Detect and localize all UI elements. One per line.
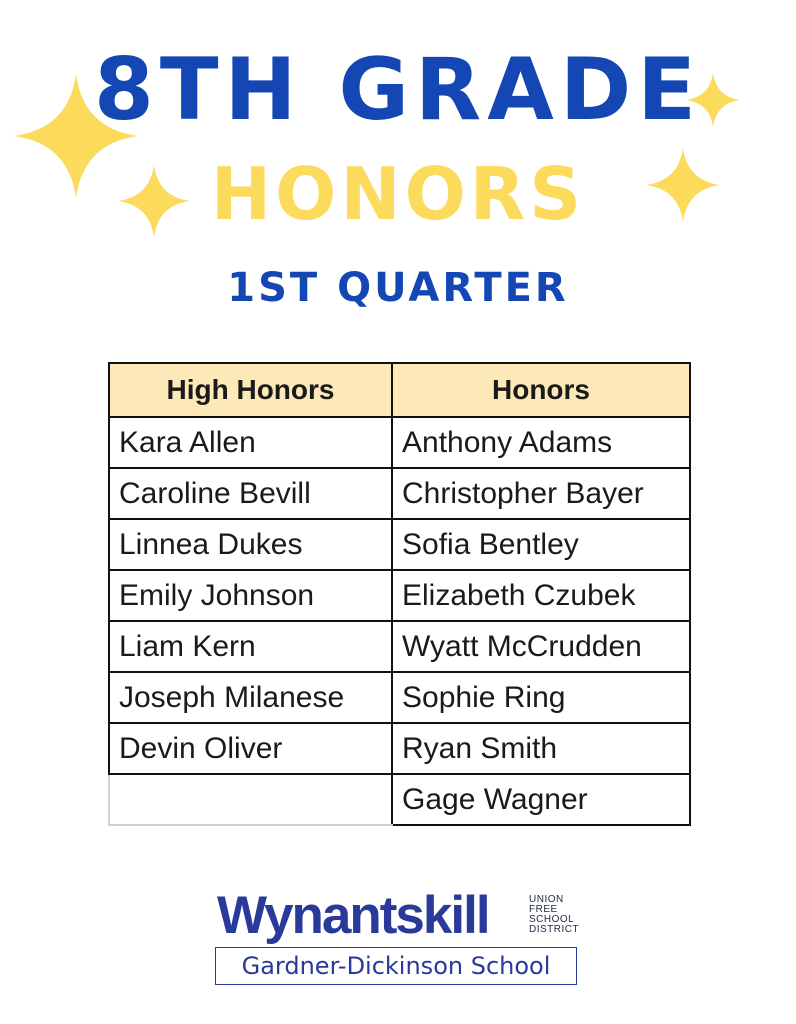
table-row — [109, 672, 690, 723]
logo-district-name: Wynantskill — [217, 886, 489, 945]
high-honors-cell: Liam Kern — [109, 621, 392, 672]
title-honors: HONORS — [210, 152, 586, 236]
title-quarter: 1ST QUARTER — [227, 265, 569, 311]
title-grade: 8TH GRADE — [94, 40, 702, 140]
honors-cell: Elizabeth Czubek — [392, 570, 690, 621]
high-honors-cell: Devin Oliver — [109, 723, 392, 774]
logo-district-line: SCHOOL — [529, 914, 575, 925]
column-header-honors: Honors — [392, 363, 690, 417]
district-logo — [215, 886, 585, 990]
honors-cell: Sophie Ring — [392, 672, 690, 723]
honors-cell: Wyatt McCrudden — [392, 621, 690, 672]
table-row — [109, 621, 690, 672]
honors-cell: Gage Wagner — [392, 774, 690, 825]
table-row — [109, 774, 690, 825]
table-row — [109, 570, 690, 621]
honor-roll-table — [108, 362, 691, 826]
honors-cell: Christopher Bayer — [392, 468, 690, 519]
high-honors-cell — [109, 774, 392, 825]
column-header-high-honors: High Honors — [109, 363, 392, 417]
table-row — [109, 519, 690, 570]
high-honors-cell: Caroline Bevill — [109, 468, 392, 519]
high-honors-cell: Linnea Dukes — [109, 519, 392, 570]
table-row — [109, 468, 690, 519]
logo-district-line: FREE — [529, 904, 558, 915]
honors-cell: Anthony Adams — [392, 417, 690, 468]
high-honors-cell: Emily Johnson — [109, 570, 392, 621]
logo-district-type — [529, 895, 579, 935]
table-row — [109, 723, 690, 774]
logo-district-line: UNION — [529, 894, 564, 905]
table-row — [109, 417, 690, 468]
high-honors-cell: Kara Allen — [109, 417, 392, 468]
logo-district-line: DISTRICT — [529, 924, 580, 935]
high-honors-cell: Joseph Milanese — [109, 672, 392, 723]
honors-cell: Sofia Bentley — [392, 519, 690, 570]
table-header-row — [109, 363, 690, 417]
honors-cell: Ryan Smith — [392, 723, 690, 774]
logo-school-name: Gardner-Dickinson School — [215, 947, 577, 985]
